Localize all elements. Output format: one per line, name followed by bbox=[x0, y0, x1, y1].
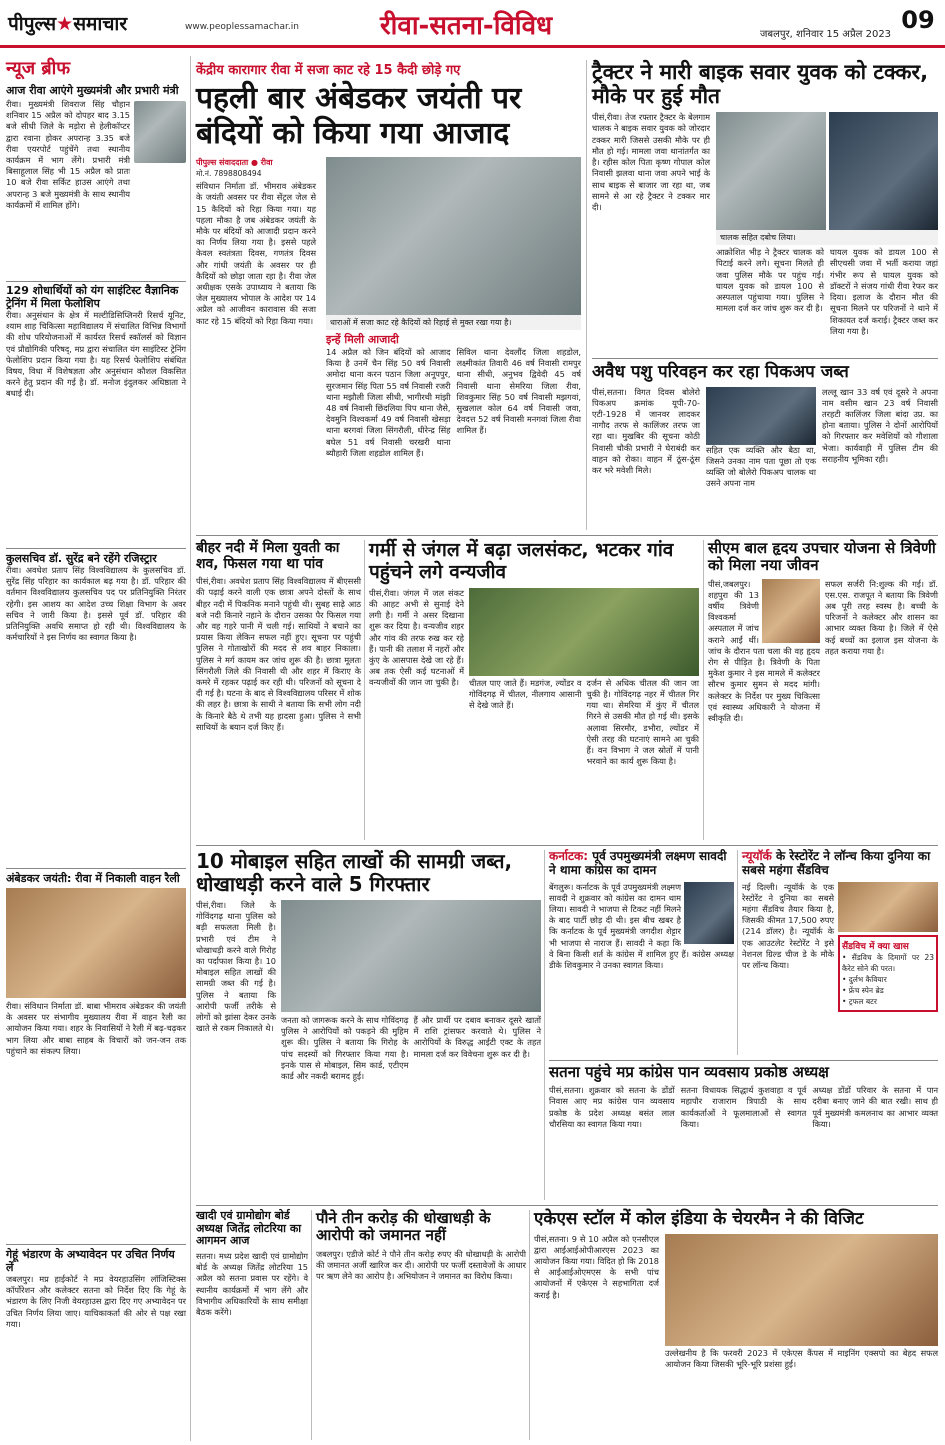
lead-subheading: इन्हें मिली आजादी bbox=[326, 333, 399, 346]
lead-byline: पीपुल्स संवाददाता ● रीवा bbox=[196, 158, 273, 167]
brief-body-rally: रीवा। संविधान निर्माता डॉ. बाबा भीमराव अंबेडकर की जयंती के अवसर पर संभागीय मुख्यालय रीवा में वाहन रैली का आयोजन किया गया। शहर के निवासियों ने रैली में बढ़-चढ़कर भाग लिया और बाबा साहब के विचारों को जन-जन तक पहुंचाने का संकल्प लिया। bbox=[6, 1001, 186, 1056]
news-brief-column bbox=[6, 56, 186, 1436]
pickup-caption: सहित एक व्यक्ति और बैठा था, जिसने उनका नाम पता पूछा तो एक व्यक्ति जो बोलेरो पिकअप चालक था उसने अपना नाम bbox=[706, 444, 816, 489]
brief-body-cm-visit: रीवा। मुख्यमंत्री शिवराज सिंह चौहान शनिवार 15 अप्रैल को दोपहर बाद 3.15 बजे सीधी जिले के मड़ोरा से हेलीकॉप्टर द्वारा रवाना होकर अपरान्ह 3.35 बजे रीवा एयरपोर्ट पहुंचेंगे तथा स्थानीय कार्यक्रम में भाग लेंगे। प्रभारी मंत्री बिसाहूलाल सिंह भी 15 अप्रैल को प्रातः 10 बजे रीवा सर्किट हाउस आएंगे तथा अपरान्ह 3 बजे मुख्यमंत्री के साथ स्थानीय कार्यक्रमों में शामिल होंगे। bbox=[6, 99, 130, 210]
bihar-body: पीसं,रीवा। अवधेश प्रताप सिंह विश्वविद्यालय में बीएससी की पढ़ाई करने वाली एक छात्रा अपने दोस्तों के साथ बीहर नदी में पिकनिक मनाने पहुंची थी। सुबह साढ़े आठ बजे नदी किनारे नहाने के दौरान उसका पैर फिसल गया और वह गहरे पानी में चली गई। साथियों ने बचाने का प्रयास किया लेकिन सफल नहीं हुए। सूचना पर पहुंची पुलिस ने गोताखोरों की मदद से शव बाहर निकाला। पुलिस ने मर्ग कायम कर जांच शुरू की है। छात्रा मूलतः सिंगरौली जिले की निवासी थी और शहर में किराए के कमरे में रहकर पढ़ाई कर रही थी। परिजनों को सूचना दे दी गई है। घटना के बाद से विश्वविद्यालय परिसर में शोक की लहर है। छात्रा के साथी ने बताया कि सभी लोग नदी के किनारे बैठे थे तभी यह हादसा हुआ। पुलिस ने सभी साथियों के बयान दर्ज किए हैं। bbox=[196, 576, 361, 732]
tractor-headline: ट्रैक्टर ने मारी बाइक सवार युवक को टक्कर, मौके पर हुई मौत bbox=[592, 60, 929, 109]
brief-headline-cm-visit: आज रीवा आएंगे मुख्यमंत्री और प्रभारी मंत्री bbox=[6, 84, 179, 97]
wildlife-photo-caption: चीतल पाए जाते हैं। मडगंज, ल्योंडर व गोविंदगढ़ में चीतल, नीलगाय आसानी से देखे जाते हैं। bbox=[469, 677, 582, 711]
pickup-body-col1: पीसं,सतना। विगत दिवस बोलेरो पिकअप क्रमांक यूपी-70-एटी-1928 में जानवर लादकर नागौद तरफ से कालिंजर तरफ जा रहा था। मुखबिर की सूचना कोठी निवासी चौकी प्रभारी ने घेराबंदी कर वाहन को रोका। वाहन में ठूंस-ठूंस कर भरे मवेशी मिले। bbox=[592, 386, 700, 475]
heart-scheme-story bbox=[708, 540, 938, 840]
heart-scheme-headline: सीएम बाल हृदय उपचार योजना से त्रिवेणी को मिला नया जीवन bbox=[708, 539, 936, 575]
tractor-accident-photo bbox=[716, 112, 826, 230]
khadi-headline: खादी एवं ग्रामोद्योग बोर्ड अध्यक्ष जितेंद्र लोटरिया का आगमन आज bbox=[196, 1209, 302, 1248]
sandwich-body: नई दिल्ली। न्यूयॉर्क के एक रेस्टोरेंट ने दुनिया का सबसे महंगा सैंडविच तैयार किया है, जिसकी कीमत 17,500 रुपए (214 डॉलर) है। न्यूयॉर्क के एक आउटलेट रेस्टोरेंट ने इसे नेशनल ग्रिल्ड चीज डे के मौके पर लॉन्च किया। bbox=[742, 881, 834, 971]
news-brief-title: न्यूज ब्रीफ bbox=[6, 58, 71, 79]
heart-scheme-body-col1: पीसं,जबलपुर। शहपुरा की 13 वर्षीय त्रिवेणी विश्वकर्मा अस्पताल में जांच कराने आईं थीं। जांच के दौरान पता चला की वह हृदय रोग से पीड़ित है। त्रिवेणी के पिता मुकेश कुमार ने इस मामले में कलेक्टर सौरभ कुमार सुमन से मदद मांगी। कलेक्टर के निर्देश पर मुख्य चिकित्सा एवं स्वास्थ्य अधिकारी ने योजना में स्वीकृति दी। bbox=[708, 578, 820, 723]
sandwich-headline: के रेस्टोरेंट ने लॉन्च किया दुनिया का सबसे महंगा सैंडविच bbox=[742, 849, 931, 877]
karnataka-body: बेंगलुरू। कर्नाटक के पूर्व उपमुख्यमंत्री लक्ष्मण सावदी ने शुक्रवार को कांग्रेस का दामन थाम लिया। सावदी ने भाजपा से टिकट नहीं मिलने के बाद पार्टी छोड़ दी थी। इस बीच खबर है कि कर्नाटक के पूर्व मुख्यमंत्री जगदीश शेट्टार भी भाजपा से नाराज हैं। सावदी ने कहा कि वे बिना किसी शर्त के कांग्रेस में शामिल हुए हैं। कांग्रेस अध्यक्ष डीके शिवकुमार ने उनका स्वागत किया। bbox=[549, 881, 734, 971]
lead-kicker: केंद्रीय कारागार रीवा में सजा काट रहे 15 कैदी छोड़े गए bbox=[196, 63, 461, 78]
pickup-story bbox=[592, 358, 938, 533]
rally-photo bbox=[6, 888, 186, 998]
karnataka-headline: पूर्व उपमुख्यमंत्री लक्ष्मण सावदी ने थामा कांग्रेस का दामन bbox=[549, 849, 727, 877]
brief-headline-rally: अंबेडकर जयंती: रीवा में निकाली वाहन रैली bbox=[6, 872, 180, 885]
sandwich-box-item: • ट्रफल बटर bbox=[842, 997, 877, 1007]
congress-pan-story bbox=[549, 1060, 938, 1200]
tractor-body-col3: घायल युवक को डायल 100 से सीएचसी जवा में भर्ती कराया जहां गंभीर रूप से घायल युवक को डॉक्टरों ने संजय गांधी रीवा रेफर कर दिया। इलाज के दौरान मौत की सूचना मिलने पर परिजनों ने थाने में शिकायत दर्ज कराई। ट्रैक्टर जब्त कर लिया गया है। bbox=[830, 247, 938, 336]
released-prisoners-photo bbox=[326, 157, 581, 315]
congress-pan-body-col1: पीसं,सतना। शुक्रवार को सतना के डोंडों निवास आए मप्र कांग्रेस पान व्यवसाय प्रकोष्ठ के प्रदेश अध्यक्ष बसंत लाल चौरसिया का स्वागत किया गया। bbox=[549, 1085, 675, 1129]
masthead bbox=[0, 0, 945, 48]
sandwich-box-item: • फ्रेंच स्पेन ब्रेड bbox=[842, 986, 884, 996]
coal-india-story bbox=[534, 1210, 938, 1440]
lead-mobile: मो.नं. 7898808494 bbox=[196, 169, 262, 178]
coal-india-headline: एकेएस स्टॉल में कोल इंडिया के चेयरमैन ने की विजिट bbox=[534, 1209, 864, 1229]
coal-india-body: पीसं,सतना। 9 से 10 अप्रैल को एनसीएल द्वारा आईआईओपीआरएस 2023 का आयोजन किया गया। विदित हो कि 2018 से आईआईओएमएस के सभी पांच आयोजनों में एकेएस ने सहभागिता दर्ज कराई है। bbox=[534, 1233, 659, 1300]
brief-headline-wheat: गेहूं भंडारण के अभ्यावेदन पर उचित निर्णय लें bbox=[6, 1248, 175, 1274]
bail-denied-headline: पौने तीन करोड़ की धोखाधड़ी के आरोपी को जमानत नहीं bbox=[316, 1209, 491, 1245]
dateline: जबलपुर, शनिवार 15 अप्रैल 2023 bbox=[760, 29, 892, 40]
lead-story bbox=[196, 60, 581, 530]
brief-headline-fellowship: 129 शोधार्थियों को यंग साइंटिस्ट वैज्ञानिक ट्रेनिंग में मिला फेलोशिप bbox=[6, 284, 179, 310]
lead-headline: पहली बार अंबेडकर जयंती पर बंदियों को किया गया आजाद bbox=[196, 81, 522, 151]
fraud-gang-headline: 10 मोबाइल सहित लाखों की सामग्री जब्त, धोखाधड़ी करने वाले 5 गिरफ्तार bbox=[196, 849, 513, 896]
page-number: 09 bbox=[895, 6, 941, 40]
pickup-body-col3: लल्लू खान 33 वर्ष एवं दूसरे ने अपना नाम वसीम खान 23 वर्ष निवासी तरहटी कालिंजर जिला बांदा उप्र. का होना बताया। पुलिस ने दोनों आरोपियों को गिरफ्तार कर मवेशियों को गौशाला भेजा। कार्यवाही में पुलिस टीम की सराहनीय भूमिका रही। bbox=[822, 386, 938, 464]
tractor-story bbox=[592, 60, 938, 350]
pickup-headline: अवैध पशु परिवहन कर रहा पिकअप जब्त bbox=[592, 362, 849, 382]
lead-photo-caption: धाराओं में सजा काट रहे कैदियों को रिहाई से मुक्त रखा गया है। bbox=[326, 315, 581, 330]
bail-denied-story bbox=[316, 1210, 526, 1440]
wildlife-story bbox=[369, 540, 699, 840]
tractor-body-col2: आक्रोशित भीड़ ने ट्रैक्टर चालक को पिटाई करने लगे। सूचना मिलते ही जवा पुलिस मौके पर पहुंच गई। घायल युवक को डायल 100 से अस्पताल पहुंचाया गया। पुलिस ने मामला दर्ज कर जांच शुरू कर दी है। bbox=[716, 247, 824, 314]
lead-body-col1: संविधान निर्माता डॉ. भीमराव अंबेडकर के जयंती अवसर पर रीवा सेंट्रल जेल से 15 कैदियों को रिहा किया गया। यह पहला मौका है जब अंबेडकर जयंती के मौके पर बंदियों को आजादी प्रदान करने का निर्णय लिया गया है। इससे पहले केवल स्वतंत्रता दिवस, गणतंत्र दिवस और गांधी जयंती के अवसर पर ही कैदियों को छोड़ा जाता रहा है। रीवा जेल अधीक्षक एसके उपाध्याय ने बताया कि जेल मुख्यालय भोपाल के आदेश पर 14 अप्रैल को आजीवन कारावास की सजा काट रहे 15 बंदियों को रिहा किया गया। bbox=[196, 181, 316, 326]
coal-india-caption: उल्लेखनीय है कि फरवरी 2023 में एकेएस कैंपस में माइनिंग एक्सपो का बेहद सफल आयोजन किया जिसकी भूरि-भूरि प्रशंसा हुई। bbox=[665, 1347, 938, 1369]
sandwich-info-box bbox=[838, 935, 938, 1012]
website-url: www.peoplessamachar.in bbox=[185, 22, 299, 32]
sandwich-box-item: • दुर्लभ कैवियार bbox=[842, 975, 887, 984]
khadi-body: सतना। मध्य प्रदेश खादी एवं ग्रामोद्योग बोर्ड के अध्यक्ष जितेंद्र लोटरिया 15 अप्रैल को सतना प्रवास पर रहेंगे। वे स्थानीय कार्यक्रमों में भाग लेंगे और विभागीय अधिकारियों के साथ समीक्षा बैठक करेंगे। bbox=[196, 1250, 308, 1317]
sandwich-photo bbox=[838, 882, 938, 932]
ambulance-photo bbox=[829, 112, 939, 230]
pickup-vehicle-photo bbox=[706, 387, 816, 445]
fraud-gang-body-col2: जनता को जागरूक करने के साथ गोविंदगढ़ पुलिस ने आरोपियों को पकड़ने की मुहिम शुरू की। पुलिस ने बताया कि गिरोह के पांच सदस्यों को गिरफ्तार किया गया है। इनके पास से मोबाइल, सिम कार्ड, एटीएम कार्ड और नकदी बरामद हुई। bbox=[281, 1015, 409, 1082]
sandwich-box-title: सैंडविच में क्या खास bbox=[842, 941, 909, 952]
sandwich-story bbox=[742, 850, 938, 1055]
bihar-river-story bbox=[196, 540, 361, 840]
newyork-kicker: न्यूयॉर्क bbox=[742, 849, 772, 863]
fraud-gang-story bbox=[196, 850, 541, 1200]
khadi-story bbox=[196, 1210, 308, 1440]
tiger-photo bbox=[469, 588, 699, 676]
bail-denied-body: जबलपुर। एडीजे कोर्ट ने पौने तीन करोड़ रुपए की धोखाधड़ी के आरोपी की जमानत अर्जी खारिज कर दी। आरोपी पर फर्जी दस्तावेजों के आधार पर ऋण लेने का आरोप है। अभियोजन ने जमानत का विरोध किया। bbox=[316, 1248, 526, 1281]
congress-pan-headline: सतना पहुंचे मप्र कांग्रेस पान व्यवसाय प्रकोष्ठ अध्यक्ष bbox=[549, 1063, 829, 1081]
brief-headline-registrar: कुलसचिव डॉ. सुरेंद्र बने रहेंगे रजिस्ट्रार bbox=[6, 552, 157, 565]
heart-scheme-body-col2: सफल सर्जरी नि:शुल्क की गई। डॉ. एस.एस. राजपूत ने बताया कि त्रिवेणी अब पूरी तरह स्वस्थ है। बच्ची के परिजनों ने कलेक्टर और शासन का आभार व्यक्त किया है। जिले में ऐसे कई बच्चों का इलाज इस योजना के तहत कराया गया है। bbox=[825, 578, 938, 656]
cm-portrait-photo bbox=[134, 101, 186, 163]
lead-body-col4: सिविल थाना देवलौंद जिला शहडोल, लक्ष्मीकांत तिवारी 46 वर्ष निवासी रामपुर थाना सीधी, अनुभव द्विवेदी 45 वर्ष निवासी थाना सेमरिया जिला रीवा, शिवकुमार सिंह 50 वर्ष निवासी मझगवां, सुखलाल कोल 64 वर्ष निवासी जवा, देवदत्त 52 वर्ष निवासी मनगवां जिला रीवा शामिल हैं। bbox=[456, 347, 581, 436]
tractor-photo-caption: चालक सहित दबोच लिया। bbox=[716, 230, 938, 245]
newspaper-logo: पीपुल्स★समाचार bbox=[8, 13, 128, 35]
politician-portrait-photo bbox=[684, 882, 734, 944]
exhibition-stall-photo bbox=[665, 1234, 938, 1346]
girl-portrait-photo bbox=[762, 579, 820, 643]
fraud-gang-body-col3: हैं और प्रार्थी पर दबाव बनाकर दूसरे खातों में राशि ट्रांसफर करवाते थे। पुलिस ने आरोपियों के विरुद्ध आईटी एक्ट के तहत मामला दर्ज कर विवेचना शुरू कर दी है। bbox=[413, 1015, 541, 1059]
wildlife-body-col1: पीसं,रीवा। जंगल में जल संकट की आहट अभी से सुनाई देने लगी है। गर्मी ने असर दिखाना शुरू कर दिया है। वन्यजीव शहर और गांव की तरफ रुख कर रहे हैं। पानी की तलाश में नहरों और कुंए के आसपास देखे जा रहे हैं। अब तक ऐसी कई घटनाओं में वन्यजीवों की जान जा चुकी है। bbox=[369, 587, 464, 688]
congress-pan-body-col3: अध्यक्ष डोंडों परिवार के सतना में पान दरीबा बनाए जाने की बात रखी। साथ ही पूर्व मुख्यमंत्री कमलनाथ का आभार व्यक्त किया। bbox=[812, 1085, 939, 1129]
karnataka-kicker: कर्नाटक: bbox=[549, 849, 589, 863]
karnataka-story bbox=[549, 850, 734, 1055]
arrested-accused-photo bbox=[281, 900, 541, 1012]
brief-body-wheat: जबलपुर। मप्र हाईकोर्ट ने मप्र वेयरहाउसिंग लॉजिस्टिक्स कॉर्पोरेशन और कलेक्टर सतना को निर्देश दिए कि गेहूं के भंडारण के लिए निजी वेयरहाउस द्वारा दिए गए अभ्यावेदन पर उचित निर्णय लिया जाए। याचिकाकर्ता की ओर से पक्ष रखा गया। bbox=[6, 1274, 186, 1329]
congress-pan-body-col2: सतना विधायक सिद्धार्थ कुशवाहा व पूर्व महापौर राजाराम त्रिपाठी के साथ कार्यकर्ताओं ने फूलमालाओं से स्वागत किया। bbox=[680, 1085, 807, 1129]
fraud-gang-body-col1: पीसं,रीवा। जिले के गोविंदगढ़ थाना पुलिस को बड़ी सफलता मिली है। प्रभारी एवं टीम ने धोखाधड़ी करने वाले गिरोह का पर्दाफाश किया है। 10 मोबाइल सहित लाखों की सामग्री जब्त की गई है। पुलिस ने बताया कि आरोपी फर्जी तरीके से लोगों को झांसा देकर उनके खाते से रकम निकालते थे। bbox=[196, 900, 276, 1034]
wildlife-body-col3: दर्जन से अधिक चीतल की जान जा चुकी है। गोविंदगढ़ नहर में चीतल गिर गया था। सेमरिया में कुंए में चीतल गिरने से उसकी मौत हो गई थी। इसके अलावा सिरमौर, डभौरा, ल्योंडर में ऐसी तरह की घटनाएं सामने आ चुकी हैं। वन विभाग ने जल स्रोतों में पानी भरवाने का कार्य शुरू किया है। bbox=[586, 677, 699, 767]
section-title: रीवा-सतना-विविध bbox=[380, 11, 553, 41]
bihar-headline: बीहर नदी में मिला युवती का शव, फिसल गया था पांव bbox=[196, 540, 340, 573]
brief-body-fellowship: रीवा। अनुसंधान के क्षेत्र में मल्टीडिसिप्लिनरी रिसर्च यूनिट, श्याम शाह चिकित्सा महाविद्यालय में संचालित विभिन्न विभागों की शोध परियोजनाओं में कार्यरत रिसर्च स्कॉलर्स को विज्ञान एवं प्रौद्योगिकी परिषद्, मप्र द्वारा संचालित यंग साइंटिस्ट ट्रेनिंग फेलोशिप प्रदान किया गया है। यह रिसर्च फेलोशिप संबंधित विषय, विधा में विशेषज्ञता और अनुसंधान कौशल विकसित करने हेतु प्रदान की गई है। डॉ. मनोज इंदुलकर अधिष्ठाता ने बधाई दी। bbox=[6, 310, 186, 399]
tractor-body-col1: पीसं,रीवा। तेज रफ्तार ट्रैक्टर के बेलगाम चालक ने बाइक सवार युवक को जोरदार टक्कर मारी जिससे उसकी मौके पर ही मौत हो गई। मामला जवा थानांतर्गत का है। रहीस कोल पिता कृष्ण गोपाल कोल निवासी झलवा थाना जवा अपने भाई के साथ बाइक से बाजार जा रहा था, जब सामने से आ रहे ट्रैक्टर ने टक्कर मार दी। bbox=[592, 112, 710, 212]
wildlife-headline: गर्मी से जंगल में बढ़ा जलसंकट, भटकर गांव पहुंचने लगे वन्यजीव bbox=[369, 539, 674, 583]
lead-body-col3: 14 अप्रैल को जिन बंदियों को आजाद किया है उनमें चैन सिंह 50 वर्ष निवासी अमोदा थाना करन पठान जिला अनूपपुर, सुरजमान सिंह पिता 55 वर्ष निवासी रजरी थाना मझौली जिला सीधी, भागीरथी मांझी 48 वर्ष निवासी छिंदलिया पिप थाना जैसे, देवमुनि विश्वकर्मा 49 वर्ष निवासी खेसड़ा थाना बरगवां जिला सिंगरौली, धीरेन्द्र सिंह बघेल 51 वर्ष निवासी चरखरी थाना ब्यौहारी जिला शहडोल शामिल हैं। bbox=[326, 347, 451, 458]
sandwich-box-item: • सैंडविच के दिमागों पर 23 कैरेट सोने की परत। bbox=[842, 952, 934, 973]
brief-body-registrar: रीवा। अवधेश प्रताप सिंह विश्वविद्यालय के कुलसचिव डॉ. सुरेंद्र सिंह परिहार का कार्यकाल बढ़ गया है। डॉ. परिहार की वर्तमान विश्वविद्यालय कुलसचिव पद पर प्रतिनियुक्ति निरंतर रहेगी। इस आशय का आदेश उच्च शिक्षा विभाग के अवर सचिव ने जारी किया है। इससे पूर्व डॉ. परिहार की प्रतिनियुक्ति अवधि समाप्त हो रही थी। विश्वविद्यालय के कर्मचारियों ने इस निर्णय का स्वागत किया है। bbox=[6, 565, 186, 643]
